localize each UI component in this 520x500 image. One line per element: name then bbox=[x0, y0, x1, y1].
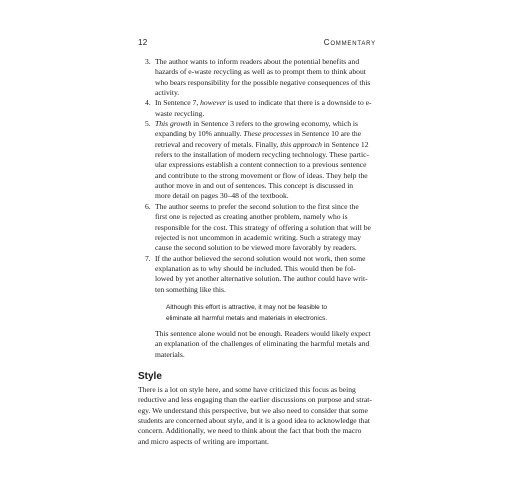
text-run: The author seems to prefer the second solution to the first since the bbox=[155, 201, 359, 211]
list-item-number: 3. bbox=[145, 57, 151, 66]
text-run: cause the second solution to be viewed more favorably by readers. bbox=[155, 243, 357, 253]
text-run: hazards of e-waste recycling as well as to prompt them to think about bbox=[155, 67, 366, 77]
text-line bbox=[155, 140, 376, 150]
text-line: and micro aspects of writing are important. bbox=[138, 436, 269, 446]
text-run: and contribute to the strong movement or flow of ideas. They help the bbox=[155, 170, 368, 180]
text-run: ular expressions establish a content connection to a previous sentence bbox=[155, 160, 367, 170]
text-line bbox=[155, 98, 376, 108]
italic-phrase: however bbox=[200, 98, 226, 108]
text-run: responsible for the cost. This strategy of offering a solution that will be bbox=[155, 222, 371, 232]
text-run: who bears responsibility for the possible negative consequences of this bbox=[155, 77, 371, 87]
text-run: expanding by 10% annually. bbox=[155, 129, 244, 139]
list-item bbox=[145, 254, 376, 295]
text-line bbox=[155, 285, 376, 295]
text-line: students are concerned about style, and it is a good idea to acknowledge that bbox=[138, 416, 370, 426]
text-line bbox=[155, 223, 376, 233]
text-line bbox=[155, 212, 376, 222]
list-item bbox=[145, 98, 376, 119]
text-run: lowed by yet another alternative solution. The author could have writ- bbox=[155, 274, 368, 284]
text-run: rejected is not uncommon in academic writing. Such a strategy may bbox=[155, 232, 362, 242]
text-line: Although this effort is attractive, it may not be feasible to bbox=[166, 304, 328, 311]
text-line bbox=[155, 129, 376, 139]
text-line: This sentence alone would not be enough. Readers would likely expect bbox=[155, 329, 371, 338]
text-run: in Sentence 12 bbox=[321, 139, 369, 149]
text-line: materials. bbox=[155, 349, 185, 359]
text-line bbox=[155, 233, 376, 243]
text-line: an explanation of the challenges of eliminating the harmful metals and bbox=[155, 339, 370, 349]
text-line bbox=[155, 171, 376, 181]
list-item bbox=[145, 202, 376, 254]
text-line bbox=[155, 57, 376, 67]
text-line: egy. We understand this perspective, but we also need to consider that some bbox=[138, 405, 368, 415]
italic-phrase: This growth bbox=[155, 119, 192, 129]
example-quote bbox=[166, 303, 366, 324]
text-line bbox=[155, 254, 376, 264]
text-line bbox=[155, 119, 376, 129]
section-heading-style: Style bbox=[138, 371, 162, 382]
text-line bbox=[155, 88, 376, 98]
page-number: 12 bbox=[138, 38, 148, 47]
list-item-number: 7. bbox=[145, 253, 151, 263]
text-run: in Sentence 10 are the bbox=[292, 129, 362, 139]
text-line bbox=[155, 160, 376, 170]
running-header bbox=[138, 38, 376, 50]
text-line: eliminate all harmful metals and materials in electronics. bbox=[166, 314, 328, 322]
text-run: retrieval and recovery of metals. Finally, bbox=[155, 139, 281, 149]
text-line bbox=[155, 191, 376, 201]
text-run: first one is rejected as creating another problem, namely who is bbox=[155, 212, 348, 222]
style-paragraph bbox=[138, 385, 376, 447]
running-title: Commentary bbox=[323, 38, 376, 47]
text-run: more detail on pages 30–48 of the textbook. bbox=[155, 191, 289, 201]
text-run: is used to indicate that there is a downside to e- bbox=[225, 98, 372, 108]
text-line bbox=[155, 109, 376, 119]
text-line bbox=[155, 181, 376, 191]
text-line: There is a lot on style here, and some have criticized this focus as being bbox=[138, 385, 356, 394]
text-run: If the author believed the second solution would not work, then some bbox=[155, 253, 366, 263]
list-item-number: 5. bbox=[145, 119, 151, 129]
text-line: reductive and less engaging than the earlier discussions on purpose and strat- bbox=[138, 395, 372, 405]
italic-phrase: this approach bbox=[280, 139, 322, 149]
italic-phrase: These processes bbox=[243, 129, 293, 139]
text-run: activity. bbox=[155, 88, 180, 98]
text-line bbox=[155, 150, 376, 160]
text-run: In Sentence 7, bbox=[155, 98, 201, 108]
text-run: The author wants to inform readers about the potential benefits and bbox=[155, 57, 360, 66]
text-line: concern. Additionally, we need to think about the fact that both the macro bbox=[138, 426, 362, 436]
text-line bbox=[155, 78, 376, 88]
text-line bbox=[155, 202, 376, 212]
followup-paragraph bbox=[155, 329, 376, 360]
text-line bbox=[155, 274, 376, 284]
text-run: in Sentence 3 refers to the growing economy, which is bbox=[191, 119, 358, 129]
answer-list bbox=[145, 57, 376, 295]
text-run: author move in and out of sentences. This concept is discussed in bbox=[155, 181, 354, 191]
list-item-number: 4. bbox=[145, 98, 151, 108]
text-line bbox=[155, 67, 376, 77]
text-run: waste recycling. bbox=[155, 108, 205, 118]
text-line bbox=[155, 243, 376, 253]
text-run: ten something like this. bbox=[155, 284, 226, 294]
list-item bbox=[145, 119, 376, 202]
list-item-number: 6. bbox=[145, 201, 151, 211]
text-run: explanation as to why should be included. This would then be fol- bbox=[155, 263, 356, 273]
text-run: refers to the installation of modern recycling technology. These partic- bbox=[155, 150, 370, 160]
text-line bbox=[155, 264, 376, 274]
list-item bbox=[145, 57, 376, 98]
